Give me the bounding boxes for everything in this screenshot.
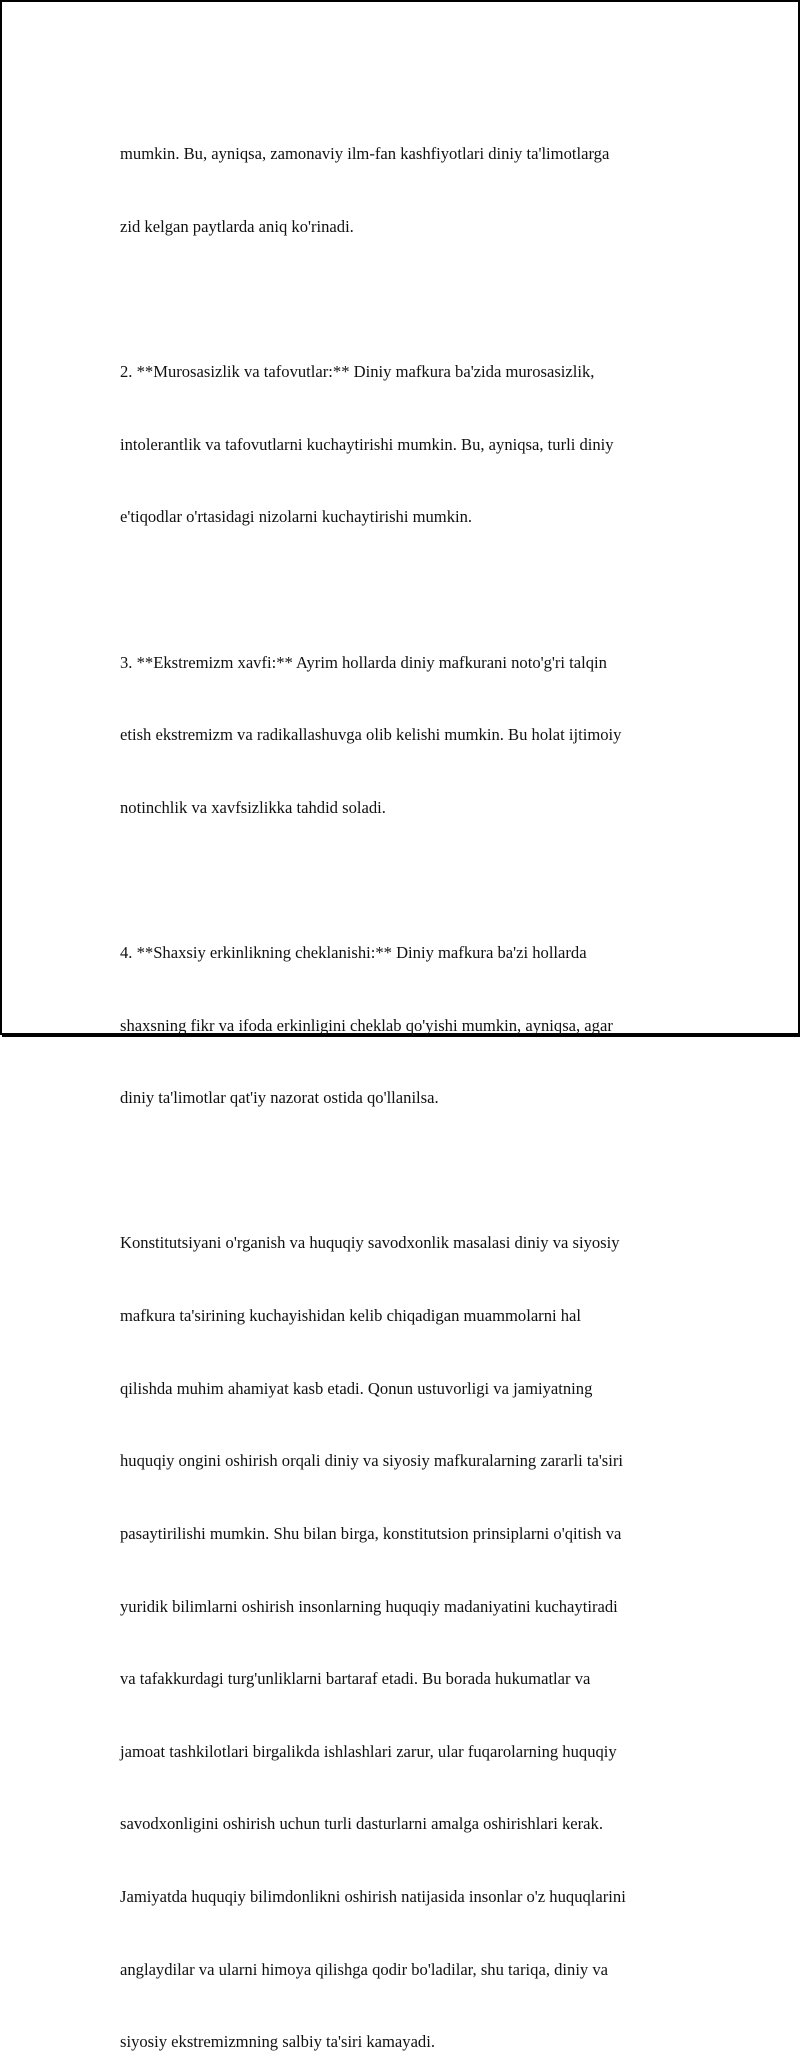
text-line: va tafakkurdagi turg'unliklarni bartaraf etadi. Bu borada hukumatlar va [120,1669,591,1689]
text-line: mafkura ta'sirining kuchayishidan kelib chiqadigan muammolarni hal [120,1306,582,1326]
text-line: 2. **Murosasizlik va tafovutlar:** Diniy mafkura ba'zida murosasizlik, [120,362,595,382]
text-line: qilishda muhim ahamiyat kasb etadi. Qonun ustuvorligi va jamiyatning [120,1378,593,1398]
paragraph-item-3 [120,602,700,868]
text-line: Jamiyatda huquqiy bilimdonlikni oshirish natijasida insonlar o'z huquqlarini [120,1886,626,1906]
text-line: siyosiy ekstremizmning salbiy ta'siri kamayadi. [120,2032,435,2052]
paragraph-intro-continuation [120,94,700,288]
text-line: savodxonligini oshirish uchun turli dasturlarni amalga oshirishlari kerak. [120,1814,603,1834]
text-line: yuridik bilimlarni oshirish insonlarning huquqiy madaniyatini kuchaytiradi [120,1596,618,1616]
text-line: e'tiqodlar o'rtasidagi nizolarni kuchaytirishi mumkin. [120,507,473,527]
text-line: intolerantlik va tafovutlarni kuchaytirishi mumkin. Bu, ayniqsa, turli diniy [120,434,614,454]
text-line: 3. **Ekstremizm xavfi:** Ayrim hollarda diniy mafkurani noto'g'ri talqin [120,652,607,672]
text-line: Konstitutsiyani o'rganish va huquqiy savodxonlik masalasi diniy va siyosiy [120,1233,620,1253]
text-line: huquqiy ongini oshirish orqali diniy va siyosiy mafkuralarning zararli ta'siri [120,1451,624,1471]
text-line: 4. **Shaxsiy erkinlikning cheklanishi:** Diniy mafkura ba'zi hollarda [120,943,587,963]
paragraph-item-4 [120,893,700,1159]
text-line: jamoat tashkilotlari birgalikda ishlashlari zarur, ular fuqarolarning huquqiy [120,1741,617,1761]
text-line: zid kelgan paytlarda aniq ko'rinadi. [120,217,354,237]
text-line: mumkin. Bu, ayniqsa, zamonaviy ilm-fan kashfiyotlari diniy ta'limotlarga [120,144,610,164]
paragraph-conclusion [120,1183,700,2070]
text-line: pasaytirilishi mumkin. Shu bilan birga, konstitutsion prinsiplarni o'qitish va [120,1523,622,1543]
document-body [120,94,700,2070]
text-line: notinchlik va xavfsizlikka tahdid soladi. [120,797,386,817]
text-line: shaxsning fikr va ifoda erkinligini cheklab qo'yishi mumkin, ayniqsa, agar [120,1015,613,1035]
text-line: etish ekstremizm va radikallashuvga olib kelishi mumkin. Bu holat ijtimoiy [120,725,622,745]
paragraph-item-2 [120,312,700,578]
text-line: anglaydilar va ularni himoya qilishga qodir bo'ladilar, shu tariqa, diniy va [120,1959,609,1979]
text-line: diniy ta'limotlar qat'iy nazorat ostida qo'llanilsa. [120,1088,439,1108]
